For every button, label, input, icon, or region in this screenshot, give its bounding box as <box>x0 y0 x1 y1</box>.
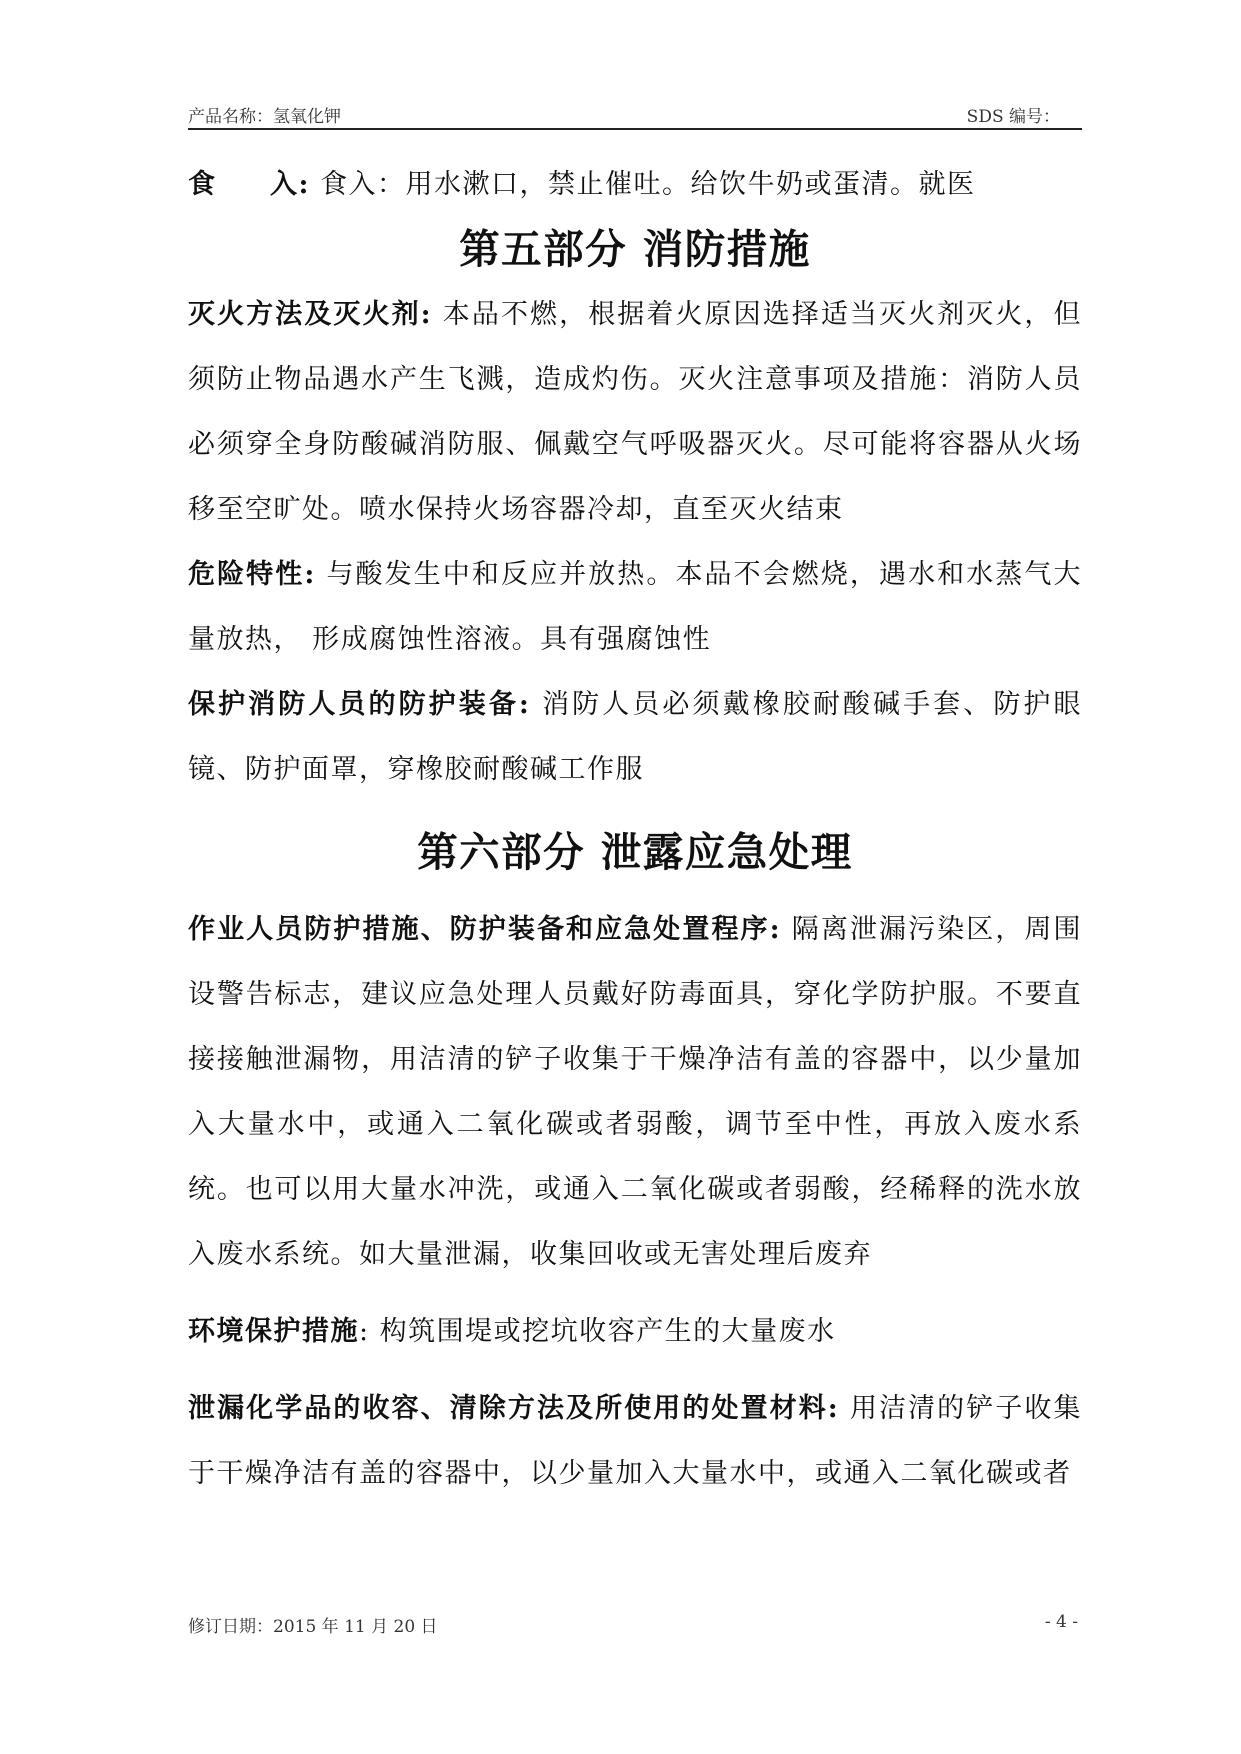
personnel-text: 隔离泄漏污染区，周围设警告标志，建议应急处理人员戴好防毒面具，穿化学防护服。不要直接接触泄漏物，用洁清的铲子收集于干燥净洁有盖的容器中，以少量加入大量水中，或通入二氧化碳或者弱酸，调节至中性，再放入废水系统。也可以用大量水冲洗，或通入二氧化碳或者弱酸，经稀释的洗水放入废水系统。如大量泄漏，收集回收或无害处理后废弃 <box>188 914 1082 1270</box>
cleanup-label: 泄漏化学品的收容、清除方法及所使用的处置材料: <box>188 1393 840 1424</box>
document-body <box>188 152 1082 1506</box>
extinguishing-text: 本品不燃，根据着火原因选择适当灭火剂灭火，但须防止物品遇水产生飞溅，造成灼伤。灭火注意事项及措施：消防人员必须穿全身防酸碱消防服、佩戴空气呼吸器灭火。尽可能将容器从火场移至空旷处。喷水保持火场容器冷却，直至灭火结束 <box>188 299 1083 525</box>
personnel-label: 作业人员防护措施、防护装备和应急处置程序: <box>188 914 782 945</box>
environment-text: : 构筑围堤或挖坑收容产生的大量废水 <box>359 1316 836 1347</box>
cleanup-paragraph <box>188 1376 1082 1506</box>
ingestion-paragraph <box>188 152 1082 217</box>
cleanup-text: 用洁清的铲子收集于干燥净洁有盖的容器中，以少量加入大量水中，或通入二氧化碳或者 <box>188 1393 1083 1489</box>
ingestion-label: 食 入: <box>188 169 310 200</box>
hazards-label: 危险特性: <box>188 559 316 590</box>
protection-paragraph <box>188 672 1082 802</box>
environment-paragraph <box>188 1299 1082 1364</box>
hazards-paragraph <box>188 542 1082 672</box>
section-5-title: 第五部分 消防措施 <box>459 225 811 273</box>
environment-label: 环境保护措施 <box>188 1316 359 1347</box>
section-6-title: 第六部分 泄露应急处理 <box>417 828 853 876</box>
extinguishing-label: 灭火方法及灭火剂: <box>188 299 433 330</box>
extinguishing-paragraph <box>188 282 1082 542</box>
page-header <box>188 94 1082 130</box>
protection-text: 消防人员必须戴橡胶耐酸碱手套、防护眼镜、防护面罩，穿橡胶耐酸碱工作服 <box>188 689 1083 785</box>
page-number: - 4 - <box>1044 1612 1078 1632</box>
hazards-text: 与酸发生中和反应并放热。本品不会燃烧，遇水和水蒸气大量放热， 形成腐蚀性溶液。具有强腐蚀性 <box>188 559 1082 655</box>
protection-label: 保护消防人员的防护装备: <box>188 689 531 720</box>
sds-number: SDS 编号： <box>966 107 1060 127</box>
personnel-paragraph <box>188 897 1082 1287</box>
ingestion-text: 食入：用水漱口，禁止催吐。给饮牛奶或蛋清。就医 <box>320 169 976 200</box>
revision-date: 修订日期：2015 年 11 月 20 日 <box>188 1617 438 1637</box>
product-name: 产品名称：氢氧化钾 <box>188 107 341 127</box>
